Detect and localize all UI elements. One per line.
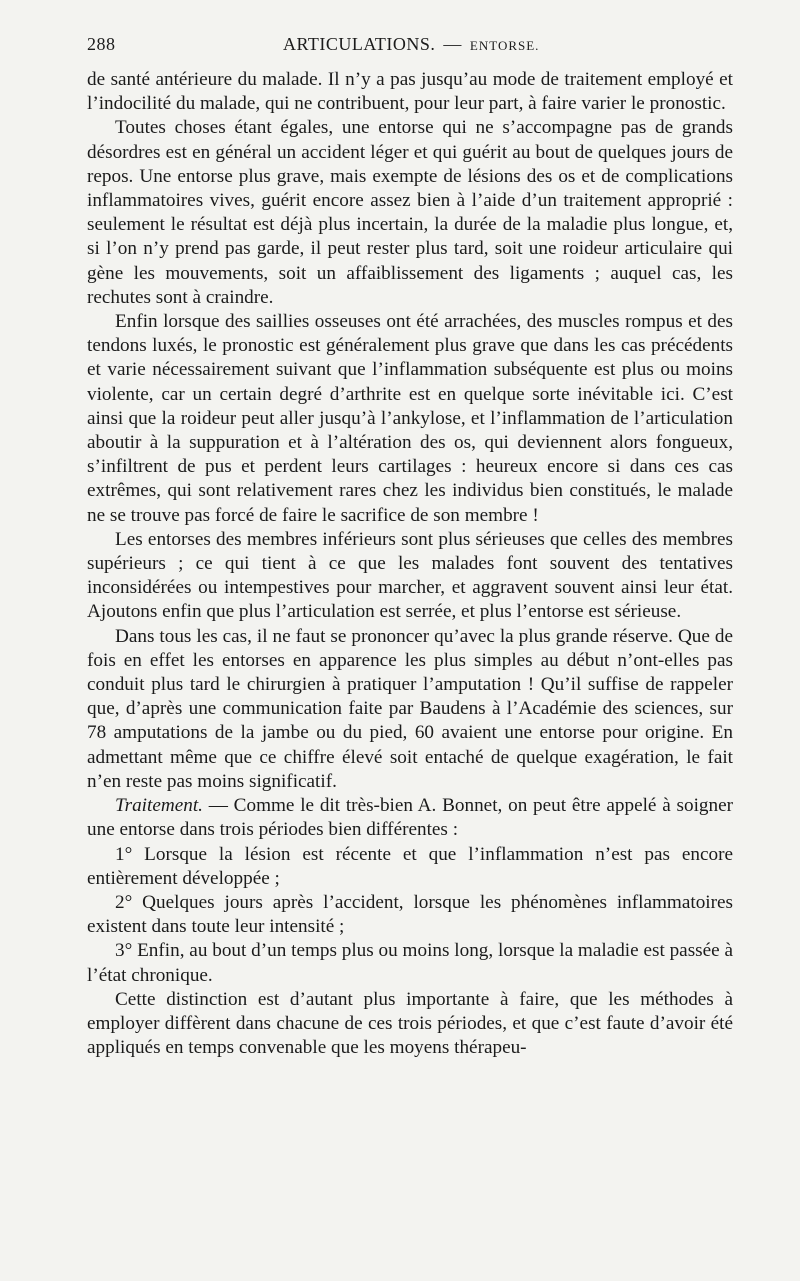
paragraph bbox=[87, 116, 733, 310]
list-item-period-1 bbox=[87, 843, 733, 891]
paragraph-text: Les entorses des membres inférieurs sont plus sérieuses que celles des membres supérieurs ; ce qui tient à ce que les malades font souvent des tentatives inconsidérées ou intempestives pour marcher, et aggravent souvent ainsi leur état. Ajoutons enfin que plus l’articulation est serrée, et plus l’entorse est sérieuse. bbox=[87, 528, 733, 623]
running-head-subtitle: ENTORSE. bbox=[469, 38, 540, 53]
paragraph-text: de santé antérieure du malade. Il n’y a pas jusqu’au mode de traitement employé et l’indocilité du malade, qui ne contribuent, pour leur part, à faire varier le pronostic. bbox=[87, 69, 733, 115]
page-number: 288 bbox=[87, 34, 116, 54]
paragraph bbox=[87, 310, 733, 528]
running-head bbox=[87, 34, 733, 68]
running-head-title: ARTICULATIONS. bbox=[283, 34, 436, 54]
paragraph-text: 1° Lorsque la lésion est récente et que l’inflammation n’est pas encore entièrement développée ; bbox=[87, 843, 733, 889]
body-text bbox=[87, 68, 733, 1060]
paragraph-text: — Comme le dit très-bien A. Bonnet, on peut être appelé à soigner une entorse dans trois périodes bien différentes : bbox=[87, 795, 733, 841]
paragraph-text: Dans tous les cas, il ne faut se prononcer qu’avec la plus grande réserve. Que de fois en effet les entorses en apparence les plus simples au début n’ont-elles pas conduit plus tard le chirurgien à pratiquer l’amputation ! Qu’il suffise de rappeler que, d’après une communication faite par Baudens à l’Académie des sciences, sur 78 amputations de la jambe ou du pied, 60 avaient une entorse pour origine. En admettant même que ce chiffre élevé soit entaché de quelque exagération, le fait n’en reste pas moins significatif. bbox=[87, 625, 733, 792]
list-item-period-2 bbox=[87, 891, 733, 939]
book-page bbox=[87, 34, 733, 1060]
list-item-period-3 bbox=[87, 939, 733, 987]
paragraph-text: 3° Enfin, au bout d’un temps plus ou moins long, lorsque la maladie est passée à l’état chronique. bbox=[87, 940, 733, 986]
paragraph bbox=[87, 68, 733, 116]
section-lead-treatment: Traitement. bbox=[115, 795, 203, 817]
paragraph bbox=[87, 528, 733, 625]
paragraph-treatment bbox=[87, 794, 733, 842]
paragraph-text: Enfin lorsque des saillies osseuses ont été arrachées, des muscles rompus et des tendons luxés, le pronostic est généralement plus grave que dans les cas précédents et varie nécessairement suivant que l’inflammation subséquente est plus ou moins violente, car un certain degré d’arthrite est en quelque sorte inévitable ici. C’est ainsi que la roideur peut aller jusqu’à l’ankylose, et l’inflammation de l’articulation aboutir à la suppuration et à l’altération des os, qui deviennent alors fongueux, s’infiltrent de pus et perdent leurs cartilages : heureux encore si dans ces cas extrêmes, qui sont relativement rares chez les individus bien constitués, le malade ne se trouve pas forcé de faire le sacrifice de son membre ! bbox=[87, 311, 733, 526]
paragraph-text: Cette distinction est d’autant plus importante à faire, que les méthodes à employer diffèrent dans chacune de ces trois périodes, et que c’est faute d’avoir été appliqués en temps convenable que les moyens thérapeu- bbox=[87, 988, 733, 1059]
running-head-separator: — bbox=[443, 34, 462, 54]
paragraph bbox=[87, 988, 733, 1061]
paragraph-text: 2° Quelques jours après l’accident, lorsque les phénomènes inflammatoires existent dans toute leur intensité ; bbox=[87, 891, 733, 938]
paragraph-text: Toutes choses étant égales, une entorse qui ne s’accompagne pas de grands désordres est en général un accident léger et qui guérit au bout de quelques jours de repos. Une entorse plus grave, mais exempte de lésions des os et de complications inflammatoires vives, guérit encore assez bien à l’aide d’un traitement approprié : seulement le résultat est déjà plus incertain, la durée de la maladie plus longue, et, si l’on n’y prend pas garde, il peut rester plus tard, soit une roideur articulaire qui gène les mouvements, soit un affaiblissement des ligaments ; auquel cas, les rechutes sont à craindre. bbox=[87, 117, 733, 308]
paragraph bbox=[87, 625, 733, 794]
